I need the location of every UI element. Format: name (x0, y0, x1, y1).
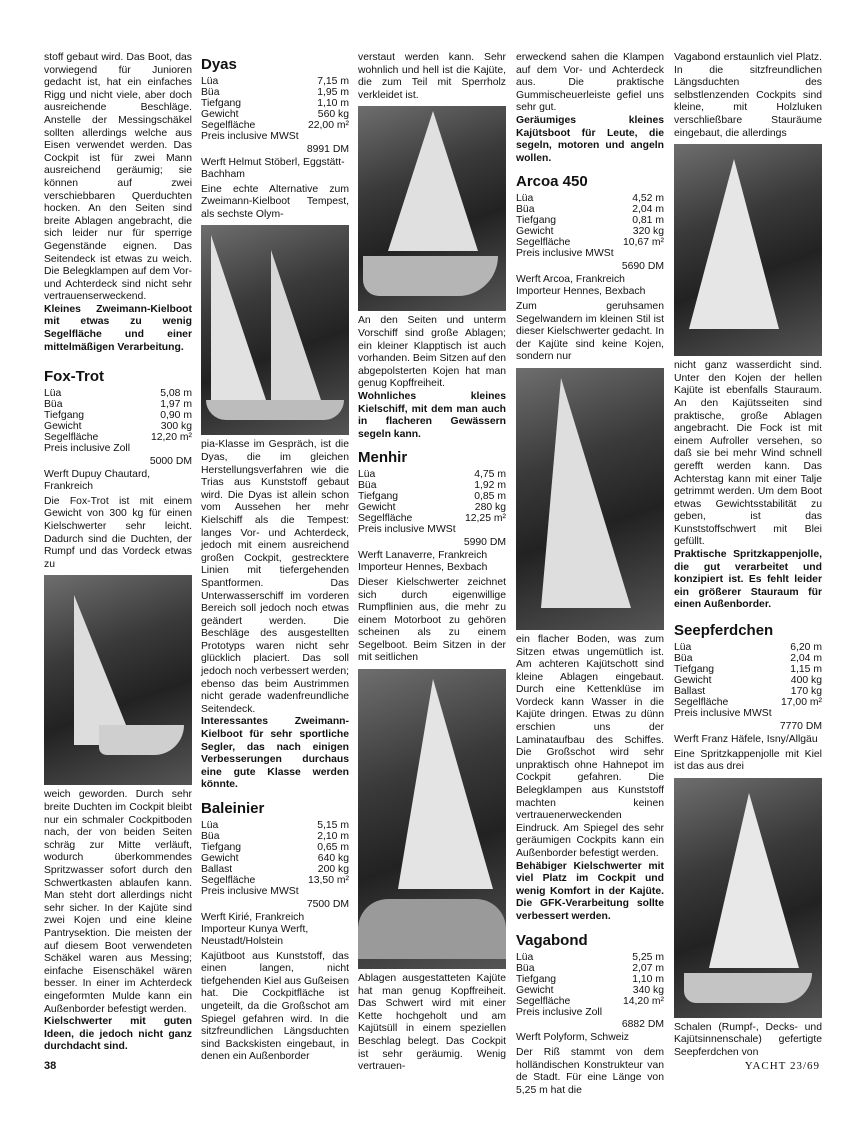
spec-label: Lüa (358, 469, 376, 481)
spec-label: Lüa (516, 193, 534, 205)
boat-photo-menhir (358, 669, 506, 969)
spec-label: Tiefgang (516, 973, 557, 985)
body-text: weich geworden. Durch sehr breite Duchten im Cockpit bleibt nur ein schmaler Cockpitboden nach, der von beiden Seiten schräg zur Mitte verläuft, wodurch überkommendes Spritzwasser sofort durch den Schwertkasten ablaufen kann. Man steht dort allerdings nicht sehr sicher. In der Kajüte sind zwei Kojen und eine kleine Pantrysektion. Die meisten der auf diesem Boot verwendeten Schäkel waren aus Messing; einfache Eisenschäkel wären besser. In einer im Achterdeck eingeformten Mulde kann ein Außenborder befestigt werden. (44, 789, 192, 1015)
spec-label: Gewicht (516, 226, 554, 238)
shipyard: Werft Polyform, Schweiz (516, 1032, 629, 1044)
price-value: 5990 DM (463, 536, 506, 548)
spec-value: 5,25 m (632, 951, 664, 963)
spec-label: Segelfläche (674, 697, 729, 709)
spec-label: Büa (201, 87, 220, 98)
spec-table (44, 388, 192, 467)
spec-label: Büa (358, 480, 377, 492)
verdict-text: Geräumiges kleines Kajütsboot für Leute, die segeln, motoren und angeln wollen. (516, 114, 664, 164)
column-1 (44, 52, 192, 1054)
spec-value: 2,04 m (790, 653, 822, 665)
boat-heading-seepferdchen: Seepferdchen (674, 622, 774, 640)
spec-label: Gewicht (358, 502, 396, 514)
boat-photo-vagabond (674, 144, 822, 356)
body-text: verstaut werden kann. Sehr wohnlich und hell ist die Kajüte, die zum Teil mit Sperrholz verkleidet ist. (358, 52, 506, 101)
price-value: 7770 DM (779, 720, 822, 732)
spec-label: Tiefgang (516, 215, 557, 227)
price-label: Preis inclusive MWSt (358, 524, 456, 536)
spec-label: Ballast (674, 686, 706, 698)
shipyard: Werft Kirié, Frankreich Importeur Kunya Werft, Neustadt/Holstein (201, 911, 309, 947)
spec-table (201, 820, 349, 910)
spec-table (201, 76, 349, 155)
spec-label: Segelfläche (516, 237, 571, 249)
body-text: Kajütboot aus Kunststoff, das einen langen, nicht tiefgehenden Kiel aus Gußeisen hat. Die Cockpitfläche ist ungeteilt, da die Großschot am Spiegel gefahren wird. In die sitzfreundlichen Längsduchten sind Backskisten eingebaut, in denen ein Außenborder (201, 950, 349, 1063)
verdict-text: Behäbiger Kielschwerter mit viel Platz im Cockpit und wenig Komfort in der Kajüte. Die GFK-Verarbeitung sollte verbessert werden. (516, 860, 664, 922)
boat-photo-dyas (201, 225, 349, 435)
spec-label: Büa (516, 204, 535, 216)
spec-value: 4,75 m (474, 469, 506, 481)
spec-label: Büa (44, 399, 63, 411)
spec-value: 320 kg (632, 226, 664, 238)
body-text: Die Fox-Trot ist mit einem Gewicht von 300 kg für einen Kielschwerter sehr leicht. Dadurch sind die Duchten, der Rumpf und das Vordeck etwas zu (44, 495, 192, 570)
spec-value: 13,50 m² (307, 875, 349, 886)
spec-value: 1,97 m (160, 399, 192, 411)
body-text: Ablagen ausgestatteten Kajüte hat man genug Kopffreiheit. Das Schwert wird mit einer Kette hochgeholt und am Kajütsüll in einem speziellen Beschlag belegt. Das Cockpit ist sehr geräumig. Wenig vertrauen- (358, 973, 506, 1073)
spec-label: Tiefgang (358, 491, 399, 503)
body-text: erweckend sahen die Klampen auf dem Vor- und Achterdeck aus. Die praktische Gummischeuerleiste gefiel uns sehr gut. (516, 52, 664, 114)
column-3 (358, 52, 506, 1074)
verdict-text: Kielschwerter mit guten Ideen, die jedoch nicht ganz durchdacht sind. (44, 1016, 192, 1053)
price-value: 7500 DM (306, 898, 349, 910)
spec-label: Segelfläche (44, 432, 99, 444)
spec-value: 0,85 m (474, 491, 506, 503)
spec-value: 200 kg (317, 864, 349, 875)
magazine-issue: YACHT 23/69 (744, 1060, 820, 1072)
price-value: 6882 DM (621, 1019, 664, 1031)
spec-table (358, 469, 506, 548)
shipyard: Werft Arcoa, Frankreich Importeur Hennes, Bexbach (516, 273, 646, 297)
spec-label: Segelfläche (201, 875, 256, 886)
spec-label: Lüa (674, 642, 692, 654)
spec-value: 0,81 m (632, 215, 664, 227)
spec-label: Gewicht (516, 984, 554, 996)
spec-value: 2,07 m (632, 962, 664, 974)
column-2 (201, 52, 349, 1064)
price-label: Preis inclusive Zoll (516, 1006, 603, 1018)
column-5 (674, 52, 822, 1060)
body-text: ein flacher Boden, was zum Sitzen etwas ungemütlich ist. Am achteren Kajütschott sind kleine Ablagen eingebaut. Durch eine Kettenklüse im Vordeck kann Wasser in die Kajüte dringen. Etwas zu dünn erschien uns der Laminataufbau des Schiffes. Die Großschot wird sehr unpraktisch ohne Hahnepot im Cockpit gefahren. Die Belegklampen aus Kunststoff machten keinen vertrauenerweckenden Eindruck. Am Spiegel des sehr geräumigen Cockpits kann ein Außenborder befestigt werden. (516, 633, 664, 859)
spec-label: Büa (516, 962, 535, 974)
spec-value: 5,08 m (160, 388, 192, 400)
boat-heading-vagabond: Vagabond (516, 931, 588, 949)
boat-photo-baleinier (358, 106, 506, 311)
price-label: Preis inclusive MWSt (201, 886, 299, 897)
shipyard: Werft Helmut Stöberl, Eggstätt-Bachham (201, 156, 345, 180)
spec-value: 1,10 m (632, 973, 664, 985)
verdict-text: Interessantes Zweimann-Kielboot für sehr sportliche Segler, das nach einigen Verbesserungen durchaus eine gute Klasse werden könnte. (201, 716, 349, 791)
spec-label: Tiefgang (674, 664, 715, 676)
spec-value: 0,65 m (317, 842, 349, 853)
spec-value: 170 kg (790, 686, 822, 698)
boat-heading-menhir: Menhir (358, 449, 408, 467)
price-value: 8991 DM (306, 143, 349, 155)
boat-heading-fox-trot: Fox-Trot (44, 368, 104, 386)
spec-value: 2,10 m (317, 831, 349, 842)
body-text: Vagabond erstaunlich viel Platz. In die sitzfreundlichen Längsduchten des selbstlenzenden Cockpits sind kleine, mit Holzluken verschließbare Stauräume eingebaut, die allerdings (674, 52, 822, 139)
body-text: An den Seiten und unterm Vorschiff sind große Ablagen; ein kleiner Klapptisch ist auch vorhanden. Beim Sitzen auf den abgepolsterten Kojen hat man genug Kopffreiheit. (358, 315, 506, 390)
spec-value: 12,20 m² (150, 432, 192, 444)
spec-label: Lüa (516, 951, 534, 963)
spec-value: 5,15 m (317, 820, 349, 831)
shipyard: Werft Dupuy Chautard, Frankreich (44, 468, 151, 492)
boat-photo-fox-trot (44, 575, 192, 785)
verdict-text: Wohnliches kleines Kielschiff, mit dem man auch in flacheren Gewässern segeln kann. (358, 390, 506, 440)
body-text: Eine echte Alternative zum Zweimann-Kielboot Tempest, als sechste Olym- (201, 183, 349, 220)
spec-label: Lüa (201, 820, 219, 831)
body-text: Schalen (Rumpf-, Decks- und Kajütsinnenschale) gefertigte Seepferdchen von (674, 1021, 822, 1058)
boat-heading-baleinier: Baleinier (201, 800, 265, 817)
price-label: Preis inclusive MWSt (201, 131, 299, 142)
price-label: Preis inclusive MWSt (516, 248, 614, 260)
spec-label: Büa (201, 831, 220, 842)
spec-value: 6,20 m (790, 642, 822, 654)
spec-label: Segelfläche (358, 513, 413, 525)
spec-label: Büa (674, 653, 693, 665)
spec-label: Tiefgang (201, 842, 242, 853)
spec-value: 1,10 m (317, 98, 349, 109)
spec-value: 4,52 m (632, 193, 664, 205)
spec-value: 1,15 m (790, 664, 822, 676)
boat-heading-arcoa-450: Arcoa 450 (516, 173, 588, 191)
body-text: Dieser Kielschwerter zeichnet sich durch eigenwillige Rumpflinien aus, die mehr zu einem Motorboot zu gehören scheinen als zu einem Segelboot. Beim Sitzen in der mit seitlichen (358, 576, 506, 664)
spec-value: 2,04 m (632, 204, 664, 216)
spec-value: 22,00 m² (307, 120, 349, 131)
spec-value: 0,90 m (160, 410, 192, 422)
spec-label: Gewicht (674, 675, 712, 687)
spec-value: 640 kg (317, 853, 349, 864)
body-text: nicht ganz wasserdicht sind. Unter den Kojen der hellen Kajüte ist ebenfalls Stauraum. An den Kajütsseiten sind praktische, große Ablagen angebracht. Die Fock ist mit einem Aufroller versehen, so daß sie bei mehr Wind schnell gerefft werden kann. Das Achterstag kann mit einer Talje getrimmt werden. Um dem Boot etwas Gewichtsstabilität zu geben, ist das Kunststoffschwert mit Blei gefüllt. (674, 360, 822, 548)
spec-value: 10,67 m² (622, 237, 664, 249)
price-label: Preis inclusive Zoll (44, 443, 131, 455)
spec-value: 1,95 m (317, 87, 349, 98)
spec-label: Tiefgang (201, 98, 242, 109)
shipyard: Werft Franz Häfele, Isny/Allgäu (674, 733, 818, 745)
spec-label: Segelfläche (516, 995, 571, 1007)
spec-value: 12,25 m² (464, 513, 506, 525)
page-number: 38 (44, 1060, 57, 1072)
shipyard: Werft Lanaverre, Frankreich Importeur Hennes, Bexbach (358, 549, 488, 573)
body-text: Zum geruhsamen Segelwandern im kleinen Stil ist dieser Kielschwerter gedacht. In der Kajüte sind keine Kojen, sondern nur (516, 300, 664, 363)
boat-photo-seepferdchen (674, 778, 822, 1018)
spec-table (516, 952, 664, 1031)
spec-value: 560 kg (317, 109, 349, 120)
verdict-text: Kleines Zweimann-Kielboot mit etwas zu wenig Segelfläche und einer mittelmäßigen Verarbeitung. (44, 303, 192, 353)
spec-label: Gewicht (201, 853, 239, 864)
spec-value: 340 kg (632, 984, 664, 996)
column-4 (516, 52, 664, 1098)
price-label: Preis inclusive MWSt (674, 708, 772, 720)
verdict-text: Praktische Spritzkappenjolle, die gut verarbeitet und konzipiert ist. Es fehlt leider ein größerer Stauraum für einen Außenborder. (674, 549, 822, 611)
price-value: 5690 DM (621, 260, 664, 272)
spec-label: Ballast (201, 864, 233, 875)
spec-value: 1,92 m (474, 480, 506, 492)
spec-label: Segelfläche (201, 120, 256, 131)
spec-value: 14,20 m² (622, 995, 664, 1007)
spec-label: Tiefgang (44, 410, 85, 422)
spec-value: 300 kg (160, 421, 192, 433)
spec-value: 7,15 m (317, 76, 349, 87)
body-text: Eine Spritzkappenjolle mit Kiel ist das aus drei (674, 748, 822, 773)
spec-value: 280 kg (474, 502, 506, 514)
body-text: pia-Klasse im Gespräch, ist die Dyas, die im gleichen Herstellungsverfahren wie die Trias aus Kunststoff gebaut wird. Die Dyas ist allein schon vom Aussehen her mehr Kielschiff als die Tempest: langes Vor- und Achterdeck, jedoch mit einem ausreichend großen Cockpit, gestrecktere Linien mit tiefergehenden Spantformen. Das Unterwasserschiff im vorderen Bereich soll jedoch noch etwas geändert werden. Die Beschläge des ausgestellten Prototyps waren nicht sehr glücklich placiert. Das soll jedoch noch verbessert werden; ebenso das beim Austrimmen nicht gerade wadenfreundliche Seitendeck. (201, 439, 349, 715)
spec-value: 400 kg (790, 675, 822, 687)
boat-heading-dyas: Dyas (201, 56, 237, 73)
price-value: 5000 DM (149, 455, 192, 467)
body-text: Der Riß stammt von dem holländischen Konstrukteur van de Stadt. Für eine Länge von 5,25 m hat die (516, 1047, 664, 1096)
spec-label: Gewicht (44, 421, 82, 433)
spec-value: 17,00 m² (780, 697, 822, 709)
spec-label: Gewicht (201, 109, 239, 120)
boat-photo-arcoa-450 (516, 368, 664, 630)
spec-label: Lüa (201, 76, 219, 87)
spec-table (674, 642, 822, 732)
spec-label: Lüa (44, 388, 62, 400)
body-text: stoff gebaut wird. Das Boot, das vorwiegend für Junioren gedacht ist, hat ein einfaches Rigg und nicht viele, aber doch ausreichende Beschläge. Anstelle der Messingschäkel sollten allerdings welche aus Eisen verwendet werden. Das Cockpit ist für zwei Mann ausreichend geräumig; sie können auf zwei verschiebbaren Querduchten hocken. An den Seiten sind breite Ablagen angebracht, die sich leider nur für sperrige Gegenstände eignen. Das Seitendeck ist etwas zu weich. Die Belegklampen auf dem Vor- und Achterdeck sind nicht sehr vertrauenserweckend. (44, 52, 192, 303)
spec-table (516, 193, 664, 272)
